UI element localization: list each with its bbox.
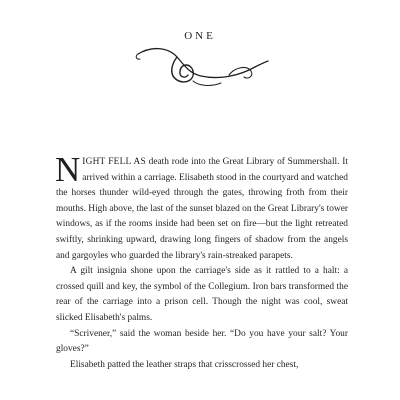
ornamental-flourish-icon	[131, 43, 271, 89]
chapter-title: ONE	[184, 30, 216, 42]
opening-smallcaps: IGHT FELL AS	[82, 157, 146, 167]
drop-cap: N	[55, 150, 81, 189]
opening-paragraph	[55, 150, 348, 264]
opening-text: death rode into the Great Library of Summershall. It arrived within a carriage. Elisabeth stood in the courtyard and watched the horses thunder wild-eyed through the gates, throwing froth from their mouths. High above, the last of the sunset blazed on the Great Library's tower windows, as if the rooms inside had been set on fire—but the light retreated swiftly, shrinking upward, drawing long fingers of shadow from the angels and gargoyles who guarded the library's rain-streaked parapets.	[56, 157, 348, 261]
paragraph: Elisabeth patted the leather straps that crisscrossed her chest,	[70, 359, 299, 370]
chapter-body	[55, 150, 348, 373]
paragraph: “Scrivener,” said the woman beside her. “Do you have your salt? Your gloves?”	[56, 328, 348, 355]
paragraph: A gilt insignia shone upon the carriage's side as it rattled to a halt: a crossed quill and key, the symbol of the Collegium. Iron bars transformed the rear of the carriage into a prison cell. Though the night was cool, sweat slicked Elisabeth's palms.	[56, 266, 348, 323]
